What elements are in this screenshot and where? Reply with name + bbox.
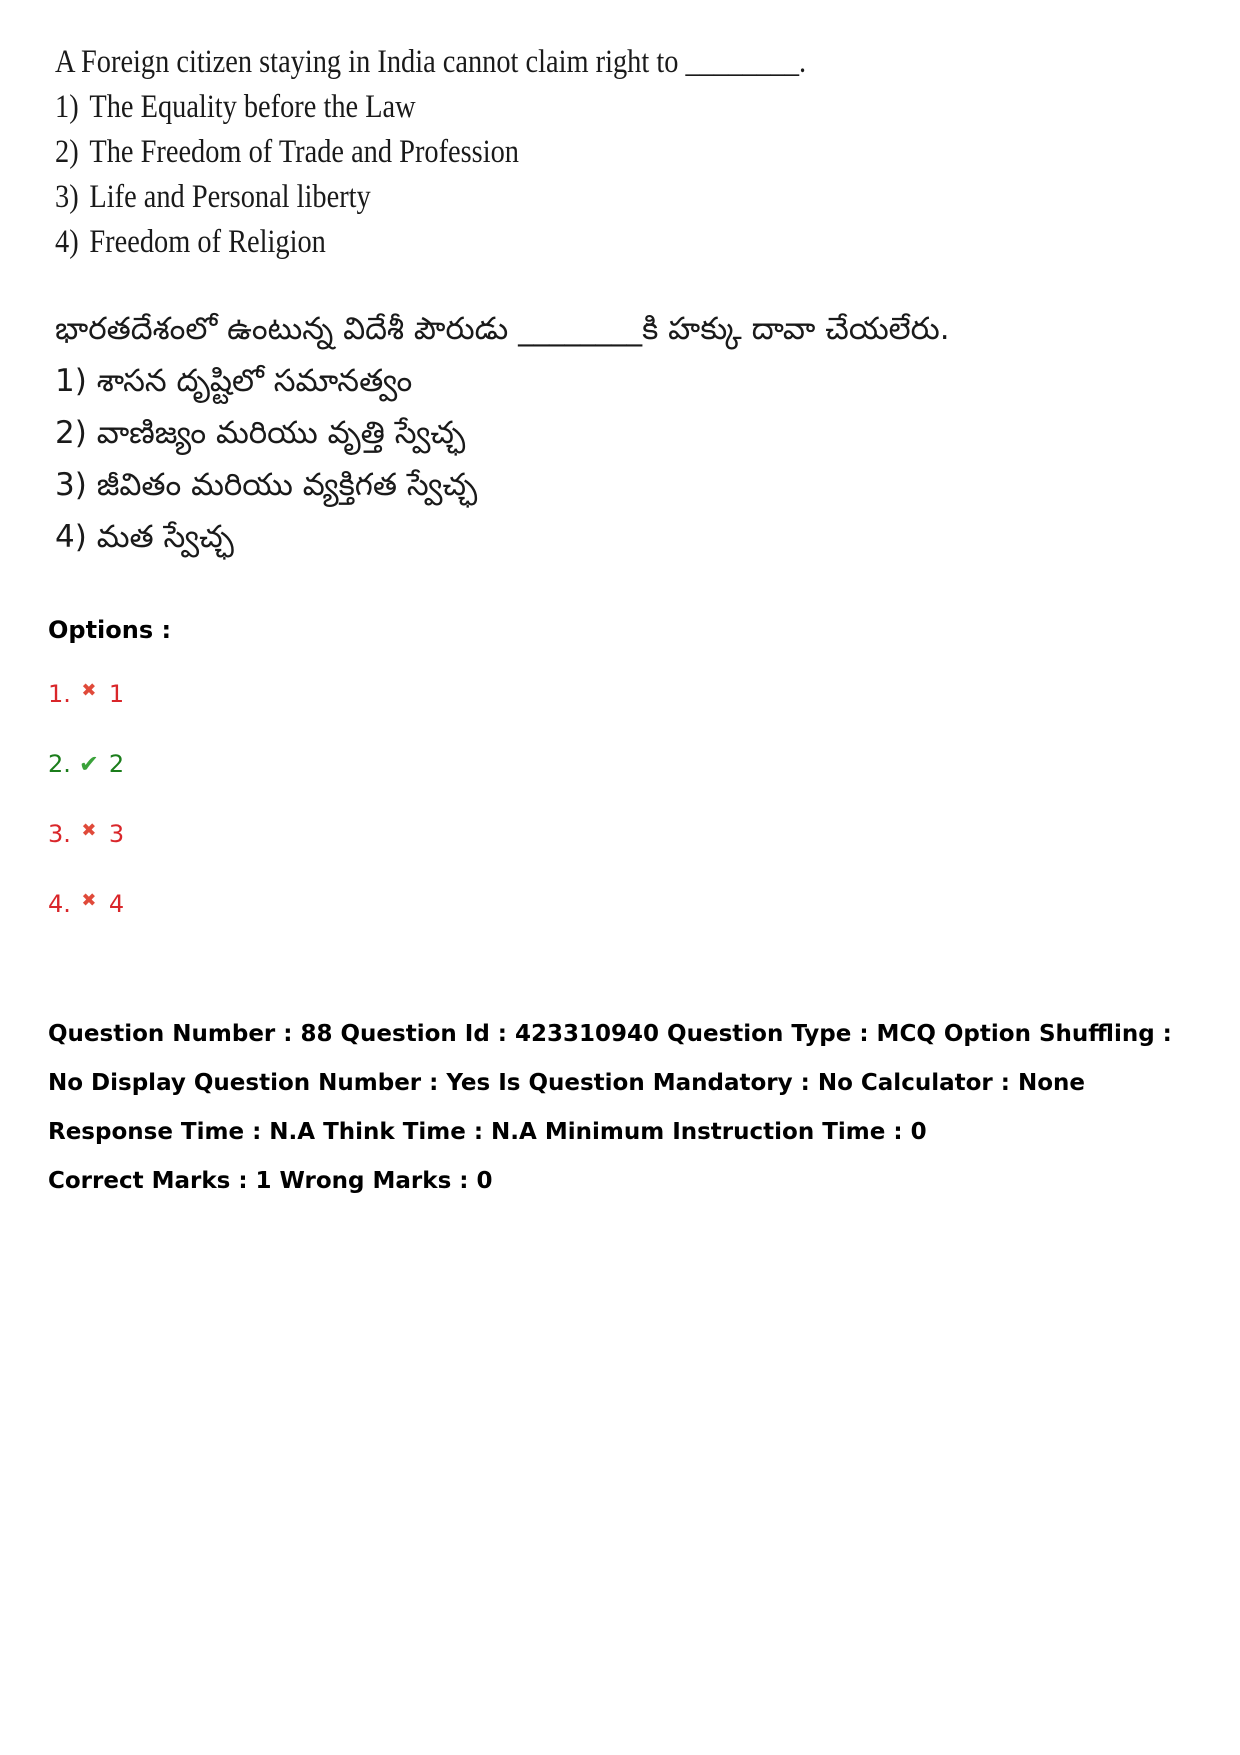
- cross-icon: ✖: [81, 680, 97, 701]
- question-metadata: Question Number : 88 Question Id : 423310940 Question Type : MCQ Option Shuffling : No Display Question Number : Yes Is Question Mandatory : No Calculator : None Response Time : N.A Think Time : N.A Minimum Instruction Time : 0: [48, 1021, 1172, 1145]
- question-option-telugu: 4) మత స్వేచ్ఛ: [55, 519, 234, 555]
- cross-icon: ✖: [81, 820, 97, 841]
- question-option-telugu: 1) శాసన దృష్టిలో సమానత్వం: [55, 363, 413, 399]
- answer-options-list: [48, 680, 124, 960]
- options-heading: Options :: [48, 616, 172, 644]
- question-stem-telugu: భారతదేశంలో ఉంటున్న విదేశీ పౌరుడు ________కి హక్కు దావా చేయలేరు.: [55, 311, 950, 347]
- answer-option-4: 4. ✖ 4: [48, 890, 125, 918]
- question-option-english: 4) Freedom of Religion: [55, 224, 326, 260]
- check-icon: ✔: [78, 750, 100, 778]
- question-option-english: 3) Life and Personal liberty: [55, 179, 371, 215]
- question-option-english: 2) The Freedom of Trade and Profession: [55, 134, 519, 170]
- question-telugu: [55, 303, 955, 563]
- marks-info: Correct Marks : 1 Wrong Marks : 0: [48, 1168, 493, 1194]
- question-option-english: 1) The Equality before the Law: [55, 89, 416, 125]
- answer-option-2: 2. ✔ 2: [48, 750, 125, 778]
- cross-icon: ✖: [81, 890, 97, 911]
- question-english: [55, 40, 829, 265]
- question-image: [55, 40, 955, 563]
- answer-option-3: 3. ✖ 3: [48, 820, 125, 848]
- question-stem-english: A Foreign citizen staying in India cannot claim right to ________.: [55, 44, 807, 80]
- question-option-telugu: 3) జీవితం మరియు వ్యక్తిగత స్వేచ్ఛ: [55, 467, 478, 503]
- answer-option-1: 1. ✖ 1: [48, 680, 125, 708]
- question-option-telugu: 2) వాణిజ్యం మరియు వృత్తి స్వేచ్ఛ: [55, 415, 466, 451]
